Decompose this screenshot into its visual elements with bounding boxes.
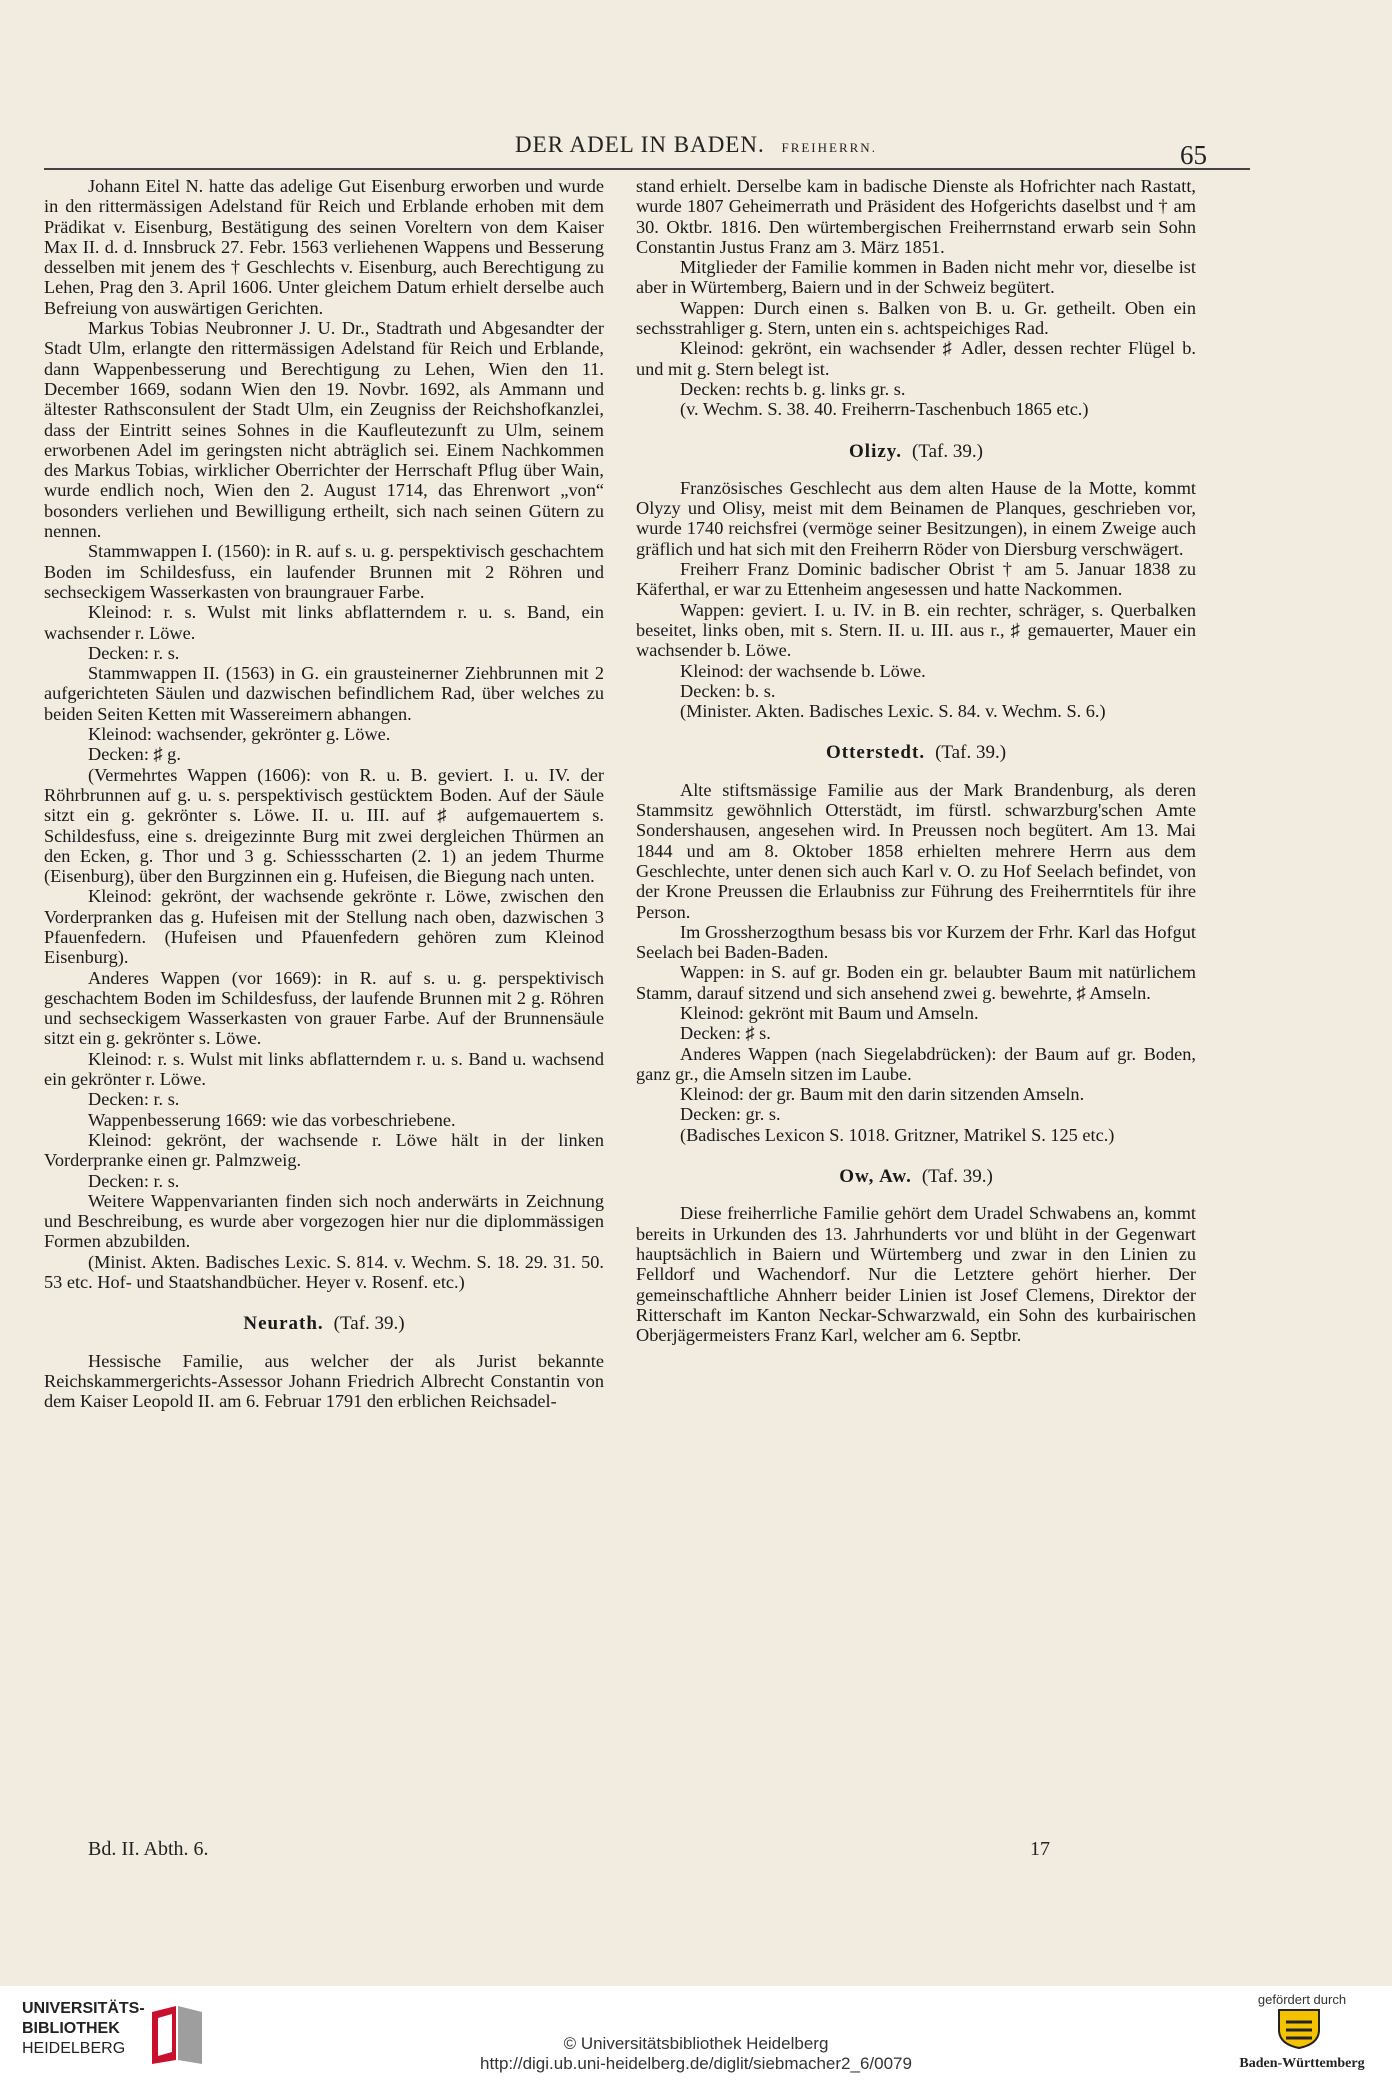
paragraph: Diese freiherrliche Familie gehört dem Uradel Schwabens an, kommt bereits in Urkunden des 13. Jahrhunderts vor und blüht in der Gegenwart hauptsächlich in Baiern und Würtemberg und zwar in den Linien zu Felldorf und Wachendorf. Nur die Letztere gehört hierher. Der gemeinschaftliche Ahnherr beider Linien ist Josef Clemens, Direktor der Ritterschaft im Kanton Neckar-Schwarzwald, ein Sohn des kurbairischen Oberjägermeisters Franz Karl, welcher am 6. Septbr. <box>636 1203 1196 1346</box>
paragraph: (Vermehrtes Wappen (1606): von R. u. B. geviert. I. u. IV. der Röhrbrunnen auf g. u. s. perspektivisch gestücktem Boden. Auf der Säule sitzt ein g. gekrönter s. Löwe. II. u. III. auf ♯ aufgemauertem s. Schildesfuss, eine s. dreigezinnte Burg mit zwei dergleichen Thürmen an den Ecken, g. Thor und 3 g. Schiessscharten (2. 1) an jedem Thurme (Eisenburg), über den Burgzinnen ein g. Hufeisen, die Biegung nach unten. <box>44 764 604 887</box>
paragraph: Kleinod: gekrönt, der wachsende r. Löwe hält in der linken Vorderpranke einen gr. Palmzweig. <box>44 1129 604 1171</box>
paragraph: Französisches Geschlecht aus dem alten Hause de la Motte, kommt Olyzy und Olisy, meist mit dem Beinamen de Planques, geschrieben vor, wurde 1740 reichsfrei (vermöge seiner Besitzungen), in einem Zweige auch gräflich und hat sich mit den Freiherrn Röder von Diersburg verschwägert. <box>636 477 1196 559</box>
family-name: Otterstedt. <box>825 742 926 764</box>
paragraph: Weitere Wappenvarianten finden sich noch anderwärts in Zeichnung und Beschreibung, es wurde aber vorgezogen hier nur die diplommässigen Formen abzubilden. <box>44 1190 604 1252</box>
paragraph: Decken: r. s. <box>88 1170 180 1191</box>
paragraph: Decken: gr. s. <box>680 1104 781 1125</box>
paragraph: Decken: ♯ g. <box>88 744 181 765</box>
header-rule <box>44 168 1250 170</box>
paragraph: Wappen: in S. auf gr. Boden ein gr. belaubter Baum mit natürlichem Stamm, darauf sitzend und sich ansehend zwei g. bewehrte, ♯ Amseln. <box>636 962 1196 1003</box>
paragraph: Wappen: geviert. I. u. IV. in B. ein rechter, schräger, s. Querbalken beseitet, links oben, mit s. Stern. II. u. III. aus r., ♯ gemauerter, Mauer ein wachsender b. Löwe. <box>636 599 1196 661</box>
paragraph: Johann Eitel N. hatte das adelige Gut Eisenburg erworben und wurde in den rittermässigen Adelstand für Reich und Erblande erhoben mit dem Prädikat v. Eisenburg, Bestätigung des seinen Voreltern von dem Kaiser Max II. d. d. Innsbruck 27. Febr. 1563 verliehenen Wappens und Besserung desselben mit jenem des † Geschlechts v. Eisenburg, auch Berechtigung zu Lehen, Prag den 3. April 1606. Unter gleichem Datum erhielt derselbe auch Befreiung von auswärtigen Gerichten. <box>44 176 604 318</box>
paragraph: Freiherr Franz Dominic badischer Obrist † am 5. Januar 1838 zu Käferthal, er war zu Ettenheim angesessen und hatte Nackommen. <box>636 559 1196 600</box>
paragraph: (Minist. Akten. Badisches Lexic. S. 814. v. Wechm. S. 18. 29. 31. 50. 53 etc. Hof- und Staatshandbücher. Heyer v. Rosenf. etc.) <box>44 1251 604 1293</box>
source-url-link[interactable]: http://digi.ub.uni-heidelberg.de/diglit/siebmacher2_6/0079 <box>480 2054 912 2073</box>
paragraph: Kleinod: r. s. Wulst mit links abflatterndem r. u. s. Band u. wachsend ein gekrönter r. Löwe. <box>44 1048 604 1090</box>
left-column <box>44 176 604 1842</box>
paragraph: (Minister. Akten. Badisches Lexic. S. 84. v. Wechm. S. 6.) <box>680 701 1106 722</box>
paragraph: Kleinod: gekrönt, der wachsende gekrönte r. Löwe, zwischen den Vorderpranken das g. Hufeisen mit der Stellung nach oben, dazwischen 3 Pfauenfedern. (Hufeisen und Pfauenfedern gehören zum Kleinod Eisenburg). <box>44 886 604 968</box>
plate-reference: (Taf. 39.) <box>912 440 983 462</box>
paragraph: Mitglieder der Familie kommen in Baden nicht mehr vor, dieselbe ist aber in Würtemberg, Baiern und in der Schweiz begütert. <box>636 257 1196 298</box>
library-name-line2: BIBLIOTHEK <box>22 2020 120 2037</box>
paragraph: Kleinod: der gr. Baum mit den darin sitzenden Amseln. <box>680 1084 1085 1105</box>
paragraph: Decken: r. s. <box>88 1089 180 1110</box>
family-heading <box>636 442 1196 462</box>
paragraph: Kleinod: gekrönt mit Baum und Amseln. <box>680 1002 979 1023</box>
paragraph: Kleinod: r. s. Wulst mit links abflatterndem r. u. s. Band, ein wachsender r. Löwe. <box>44 602 604 643</box>
family-heading <box>44 1314 604 1334</box>
paragraph: Decken: rechts b. g. links gr. s. <box>680 378 906 399</box>
family-name: Olizy. <box>849 440 903 462</box>
funder-name[interactable]: Baden-Württemberg <box>1239 2056 1365 2071</box>
paragraph: Kleinod: gekrönt, ein wachsender ♯ Adler, dessen rechter Flügel b. und mit g. Stern belegt ist. <box>636 338 1196 379</box>
paragraph: Alte stiftsmässige Familie aus der Mark Brandenburg, als deren Stammsitz gewöhnlich Otterstädt, im fürstl. schwarzburg'schen Amte Sondershausen, angesehen wird. In Preussen noch begütert. Am 13. Mai 1844 und am 8. Oktober 1858 erhielten mehrere Herrn aus dem Geschlechte, unter denen sich auch Karl v. O. zu Hof Seelach befindet, von der Krone Preussen die Erlaubniss zur Führung des Freiherrntitels für ihre Person. <box>636 779 1196 922</box>
paragraph: Im Grossherzogthum besass bis vor Kurzem der Frhr. Karl das Hofgut Seelach bei Baden-Baden. <box>636 921 1196 963</box>
paragraph: (Badisches Lexicon S. 1018. Gritzner, Matrikel S. 125 etc.) <box>680 1124 1115 1145</box>
family-heading <box>636 743 1196 763</box>
plate-reference: (Taf. 39.) <box>921 1166 993 1188</box>
paragraph: Wappen: Durch einen s. Balken von B. u. Gr. getheilt. Oben ein sechsstrahliger g. Stern, unten ein s. achtspeichiges Rad. <box>636 297 1196 339</box>
volume-footer: Bd. II. Abth. 6. <box>88 1838 209 1860</box>
paragraph: Kleinod: wachsender, gekrönter g. Löwe. <box>88 724 391 745</box>
paragraph: Markus Tobias Neubronner J. U. Dr., Stadtrath und Abgesandter der Stadt Ulm, erlangte den rittermässigen Adelstand für Reich und Erblande, dann Wappenbesserung und Berechtigung zu Lehen, Wien den 11. December 1669, sodann Wien den 19. Novbr. 1692, als Ammann und ältester Rathsconsulent der Stadt Ulm, ein Zeugniss der Reichshofkanzlei, dass der Eintritt seines Sohnes in die Kaufleutezunft zu Ulm, seinem erworbenen Adel im geringsten nicht abträglich sei. Einem Nachkommen des Markus Tobias, wirklicher Oberrichter der Herrschaft Pflug über Wain, wurde endlich noch, Wien den 2. August 1714, das Ehrenwort „von“ bosonders verliehen und Bewilligung ertheilt, sich nach seinen Gütern zu nennen. <box>44 318 604 542</box>
paragraph: Wappenbesserung 1669: wie das vorbeschriebene. <box>88 1109 456 1130</box>
paragraph: Anderes Wappen (vor 1669): in R. auf s. u. g. perspektivisch geschachtem Boden im Schildesfuss, der laufende Brunnen mit 2 g. Röhren und sechseckigem Wasserkasten von grauer Farbe. Auf der Brunnensäule sitzt ein g. gekrönter s. Löwe. <box>44 967 604 1049</box>
coat-of-arms-icon <box>1274 2008 1324 2050</box>
funding-label: gefördert durch <box>1257 1992 1347 2007</box>
paragraph: Decken: b. s. <box>680 680 776 701</box>
right-column <box>636 176 1196 1842</box>
paragraph: (v. Wechm. S. 38. 40. Freiherrn-Taschenbuch 1865 etc.) <box>680 399 1089 420</box>
family-name: Neurath. <box>243 1313 324 1335</box>
library-name-line1: UNIVERSITÄTS- <box>22 2000 145 2017</box>
copyright-notice: © Universitätsbibliothek Heidelberg <box>563 2034 829 2053</box>
paragraph: Kleinod: der wachsende b. Löwe. <box>680 660 926 681</box>
family-heading <box>636 1167 1196 1187</box>
header-subtitle: FREIHERRN. <box>781 140 877 155</box>
header-title: DER ADEL IN BADEN. <box>515 132 765 157</box>
paragraph: stand erhielt. Derselbe kam in badische Dienste als Hofrichter nach Rastatt, wurde 1807 Geheimerrath und Präsident des Hofgerichts daselbst und † am 30. Oktbr. 1816. Den würtembergischen Freiherrnstand erwarb sein Sohn Constantin Justus Franz am 3. März 1851. <box>636 176 1196 257</box>
paragraph: Anderes Wappen (nach Siegelabdrücken): der Baum auf gr. Boden, ganz gr., die Amseln sitzen im Laube. <box>636 1043 1196 1084</box>
signature-mark: 17 <box>1030 1838 1050 1860</box>
plate-reference: (Taf. 39.) <box>935 742 1007 764</box>
brand-bar <box>0 1986 1392 2080</box>
plate-reference: (Taf. 39.) <box>333 1313 405 1335</box>
paragraph: Decken: ♯ s. <box>680 1023 771 1044</box>
paragraph: Decken: r. s. <box>88 642 180 663</box>
library-name-line3: HEIDELBERG <box>22 2040 126 2057</box>
paragraph: Stammwappen II. (1563) in G. ein grausteinerner Ziehbrunnen mit 2 aufgerichteten Säulen und dazwischen befindlichem Rad, über welches zu beiden Seiten Ketten mit Wassereimern abhangen. <box>44 663 604 724</box>
paragraph: Stammwappen I. (1560): in R. auf s. u. g. perspektivisch geschachtem Boden im Schildesfuss, ein laufender Brunnen mit 2 Röhren und sechseckigem Wasserkasten von braungrauer Farbe. <box>44 541 604 602</box>
paragraph: Hessische Familie, aus welcher der als Jurist bekannte Reichskammergerichts-Assessor Johann Friedrich Albrecht Constantin von dem Kaiser Leopold II. am 6. Februar 1791 den erblichen Reichsadel- <box>44 1350 604 1412</box>
family-name: Ow, Aw. <box>839 1166 912 1188</box>
page-number: 65 <box>1180 140 1207 170</box>
